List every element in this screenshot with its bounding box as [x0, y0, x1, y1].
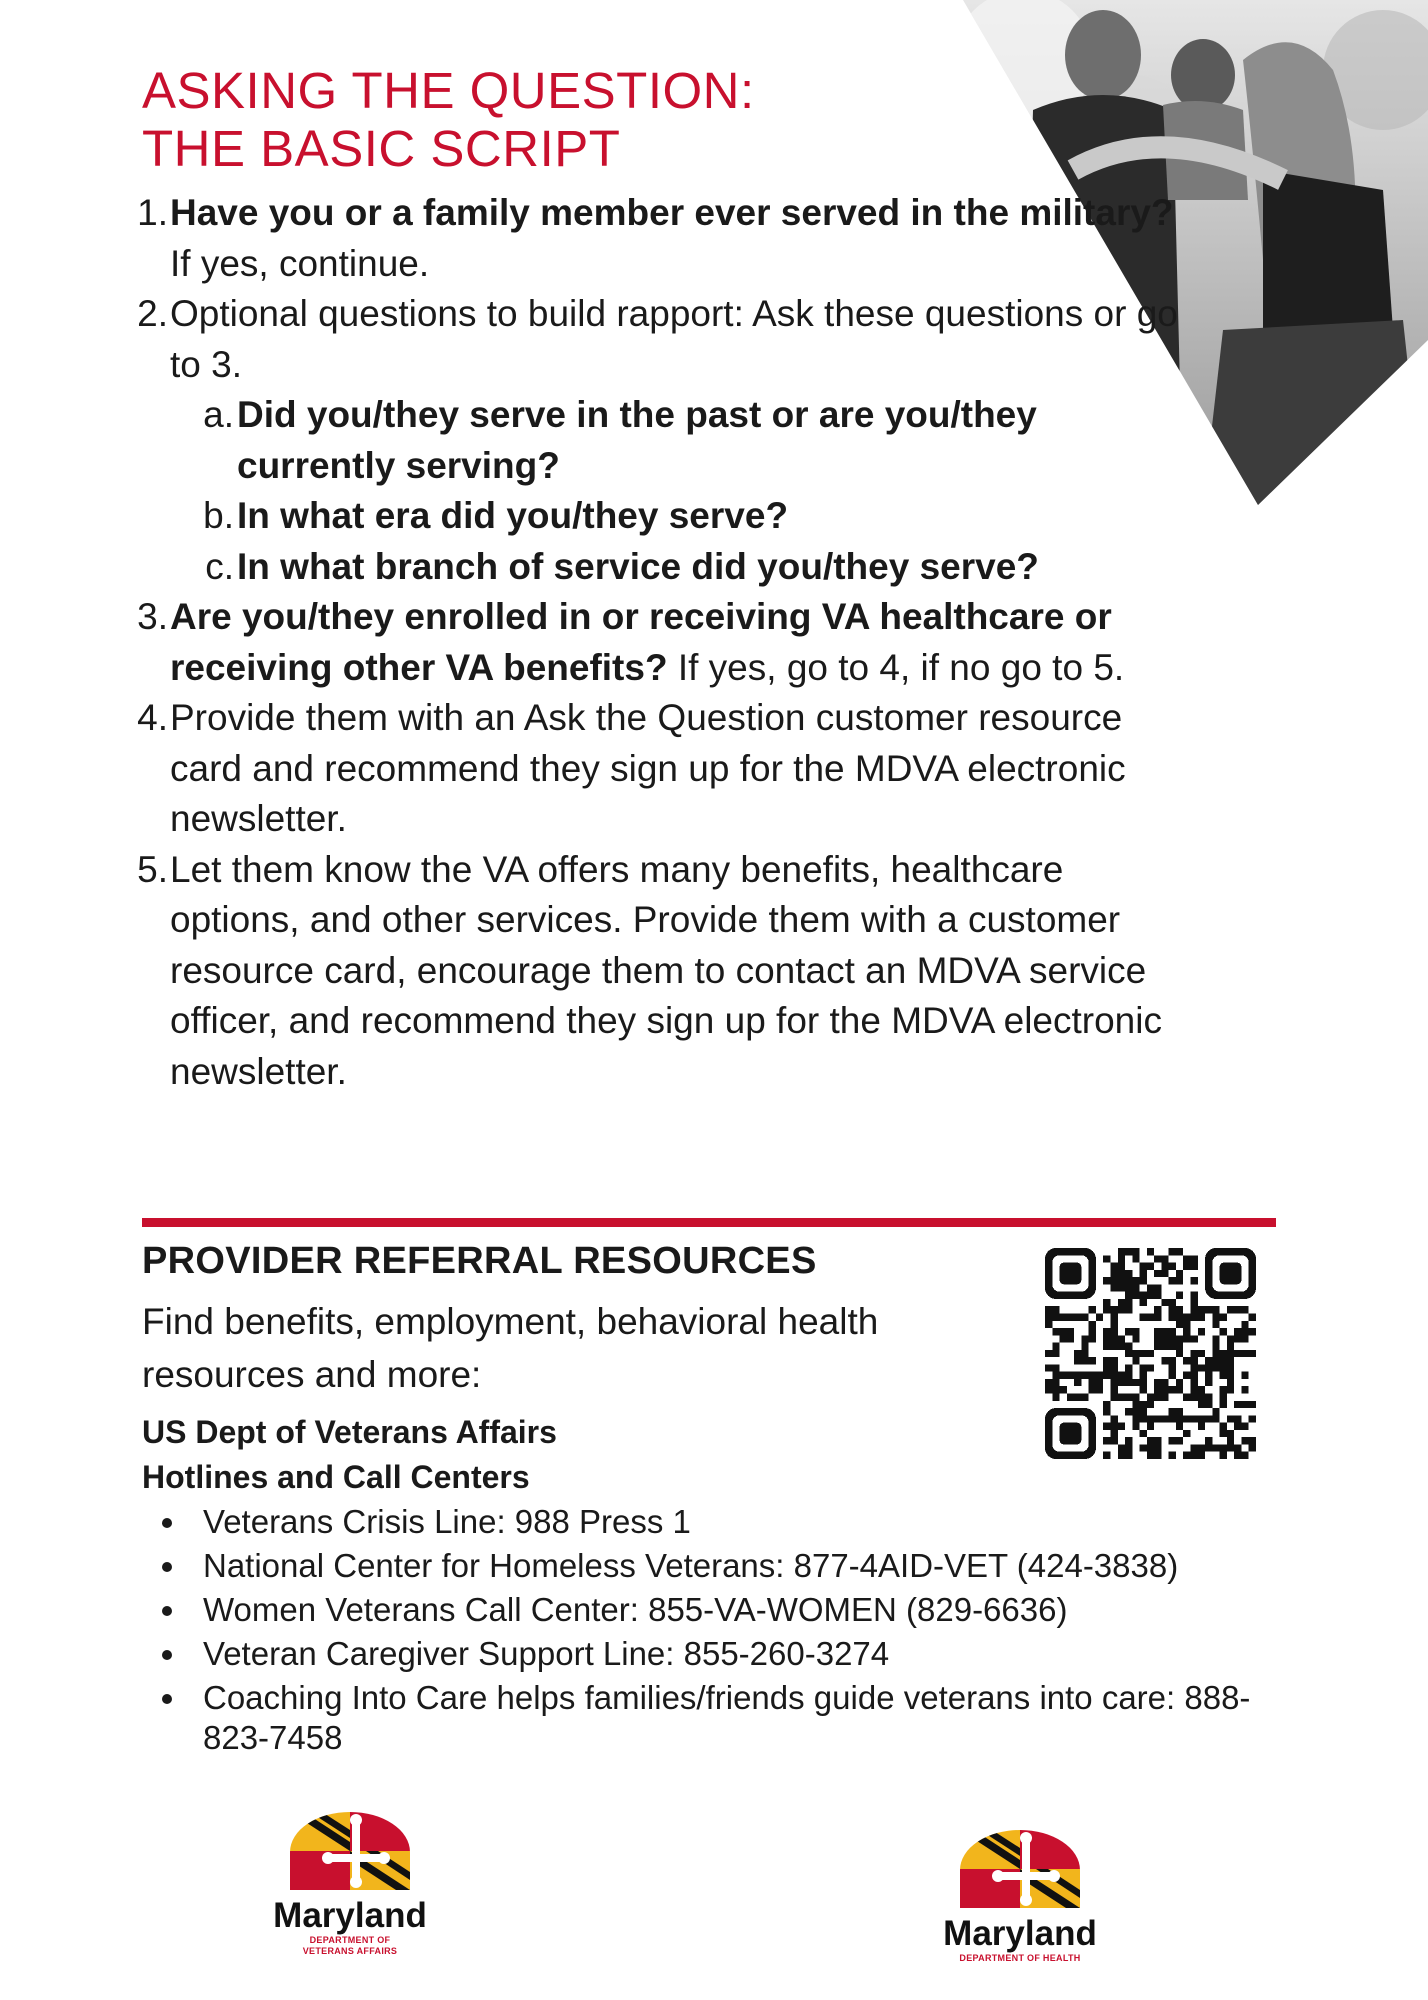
item-text: Provide them with an Ask the Question customer resource card and recommend they sign up for the MDVA electronic newsletter.	[170, 697, 1126, 839]
script-item-2c	[120, 542, 1180, 593]
list-item-text: Veteran Caregiver Support Line: 855-260-3274	[203, 1635, 890, 1672]
mdva-logo	[250, 1812, 450, 1957]
question-text: Have you or a family member ever served in the military?	[170, 192, 1174, 233]
script-item-3	[120, 592, 1180, 693]
logo-subtitle-1: DEPARTMENT OF	[309, 1935, 391, 1945]
page-title	[142, 62, 755, 178]
question-text: Did you/they serve in the past or are you/they currently serving?	[237, 394, 1037, 486]
bullet-icon	[162, 1606, 172, 1616]
item-number: 4.	[137, 697, 168, 738]
mdh-logo	[920, 1830, 1120, 1964]
logo-name: Maryland	[273, 1896, 427, 1935]
list-item-text: Women Veterans Call Center: 855-VA-WOMEN (829-6636)	[203, 1591, 1068, 1628]
script-item-5	[120, 845, 1180, 1098]
logo-subtitle-2: VETERANS AFFAIRS	[302, 1946, 398, 1956]
logo-subtitle-1: DEPARTMENT OF HEALTH	[959, 1953, 1081, 1963]
question-text: In what branch of service did you/they serve?	[237, 545, 1039, 587]
item-number: 1.	[137, 192, 168, 233]
referral-heading: PROVIDER REFERRAL RESOURCES	[142, 1240, 817, 1282]
bullet-icon	[162, 1518, 172, 1528]
script-list	[120, 188, 1180, 1097]
item-number: 2.	[137, 293, 168, 334]
list-item	[142, 1546, 1292, 1586]
title-line-1: ASKING THE QUESTION:	[142, 62, 755, 119]
bullet-icon	[162, 1694, 172, 1704]
bullet-icon	[162, 1650, 172, 1660]
bullet-icon	[162, 1562, 172, 1572]
maryland-flag-icon	[290, 1812, 410, 1890]
list-item-text: Veterans Crisis Line: 988 Press 1	[203, 1503, 691, 1540]
list-item	[142, 1590, 1292, 1630]
question-text: In what era did you/they serve?	[237, 495, 789, 536]
hotline-list	[142, 1502, 1292, 1762]
list-item-text: National Center for Homeless Veterans: 877-4AID-VET (424-3838)	[203, 1547, 1179, 1584]
referral-subheading	[142, 1410, 942, 1500]
list-item	[142, 1678, 1292, 1758]
subheading-line-2: Hotlines and Call Centers	[142, 1459, 530, 1495]
item-text: Let them know the VA offers many benefits, healthcare options, and other services. Provide them with a customer resource card, encourage them to contact an MDVA service officer, and recommend they sign up for the MDVA electronic newsletter.	[170, 848, 1162, 1092]
section-divider	[142, 1218, 1276, 1227]
script-item-4	[120, 693, 1180, 845]
item-number: 5.	[137, 848, 168, 890]
item-number: c.	[205, 545, 234, 587]
subheading-line-1: US Dept of Veterans Affairs	[142, 1414, 557, 1450]
logo-name: Maryland	[943, 1914, 1097, 1953]
item-number: b.	[203, 495, 234, 536]
item-text: Optional questions to build rapport: Ask these questions or go to 3.	[170, 293, 1178, 385]
item-number: a.	[203, 394, 234, 435]
item-number: 3.	[137, 596, 168, 637]
script-item-2a	[120, 390, 1180, 491]
script-item-2	[120, 289, 1180, 390]
item-note: If yes, go to 4, if no go to 5.	[667, 646, 1125, 688]
list-item	[142, 1634, 1292, 1674]
list-item-text: Coaching Into Care helps families/friends guide veterans into care: 888-823-7458	[203, 1679, 1251, 1756]
maryland-flag-icon	[960, 1830, 1080, 1908]
script-item-1	[120, 188, 1180, 289]
qr-code-icon[interactable]	[1045, 1248, 1256, 1459]
script-item-2b	[120, 491, 1180, 542]
title-line-2: THE BASIC SCRIPT	[142, 120, 621, 177]
list-item	[142, 1502, 1292, 1542]
question-text: Are you/they enrolled in or receiving VA healthcare or receiving other VA benefits?	[170, 596, 1112, 688]
item-note: If yes, continue.	[170, 242, 430, 284]
referral-intro: Find benefits, employment, behavioral health resources and more:	[142, 1301, 879, 1395]
